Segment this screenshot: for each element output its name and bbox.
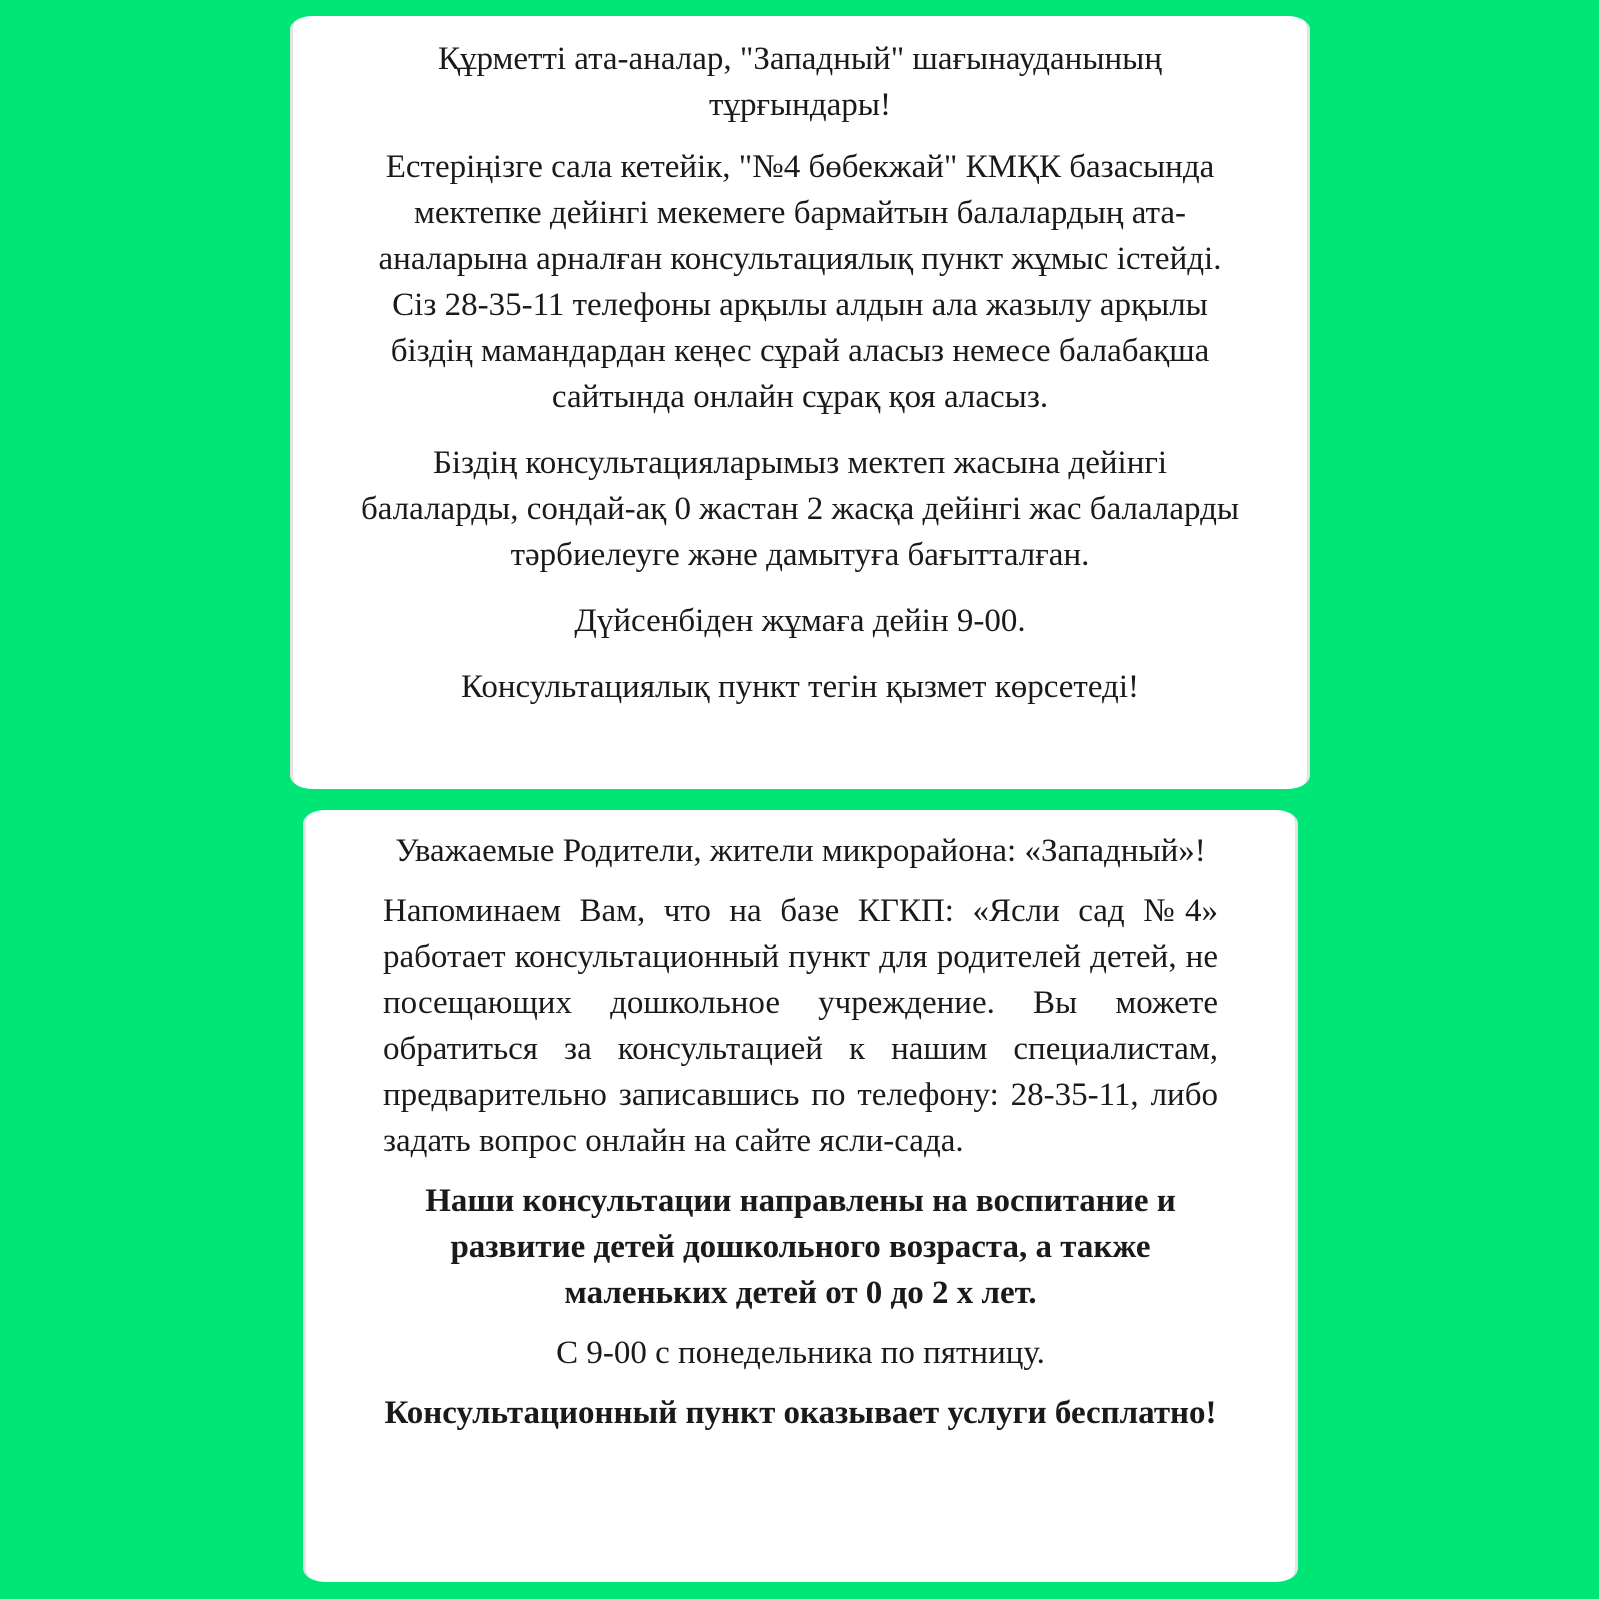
kazakh-notice-card — [290, 16, 1310, 789]
russian-body-text: Напоминаем Вам, что на базе КГКП: «Ясли сад №4» работает консультационный пункт для родителей детей, не посещающих дошкольное учреждение. Вы можете обратиться за консультацией к нашим специалистам, предварительно записавшись по телефону: 28-35-11, либо задать вопрос онлайн на сайте ясли-сада. — [383, 893, 1218, 1159]
kazakh-schedule: Дүйсенбіден жұмаға дейін 9-00. — [574, 603, 1026, 639]
russian-focus-text: Наши консультации направлены на воспитание и развитие детей дошкольного возраста, а также маленьких детей от 0 до 2 х лет. — [425, 1183, 1176, 1311]
russian-schedule: С 9-00 с понедельника по пятницу. — [556, 1335, 1045, 1371]
kazakh-body-text: Естеріңізге сала кетейік, "№4 бөбекжай" КМҚК базасында мектепке дейінгі мекемеге бармайтын балалардың ата-аналарына арналған консультациялық пункт жұмыс істейді. Сіз 28-35-11 телефоны арқылы алдын ала жазылу арқылы біздің мамандардан кеңес сұрай аласыз немесе балабақша сайтында онлайн сұрақ қоя аласыз. — [378, 149, 1222, 415]
russian-greeting: Уважаемые Родители, жители микрорайона: «Западный»! — [395, 833, 1206, 869]
kazakh-focus-text: Біздің консультацияларымыз мектеп жасына дейінгі балаларды, сондай-ақ 0 жастан 2 жасқа дейінгі жас балаларды тәрбиелеуге және дамытуға бағытталған. — [360, 445, 1240, 573]
kazakh-greeting: Құрметті ата-аналар, "Западный" шағынауданының тұрғындары! — [437, 41, 1163, 123]
russian-free-service: Консультационный пункт оказывает услуги бесплатно! — [384, 1395, 1217, 1431]
russian-notice-card — [303, 810, 1298, 1582]
kazakh-free-service: Консультациялық пункт тегін қызмет көрсетеді! — [461, 669, 1139, 705]
